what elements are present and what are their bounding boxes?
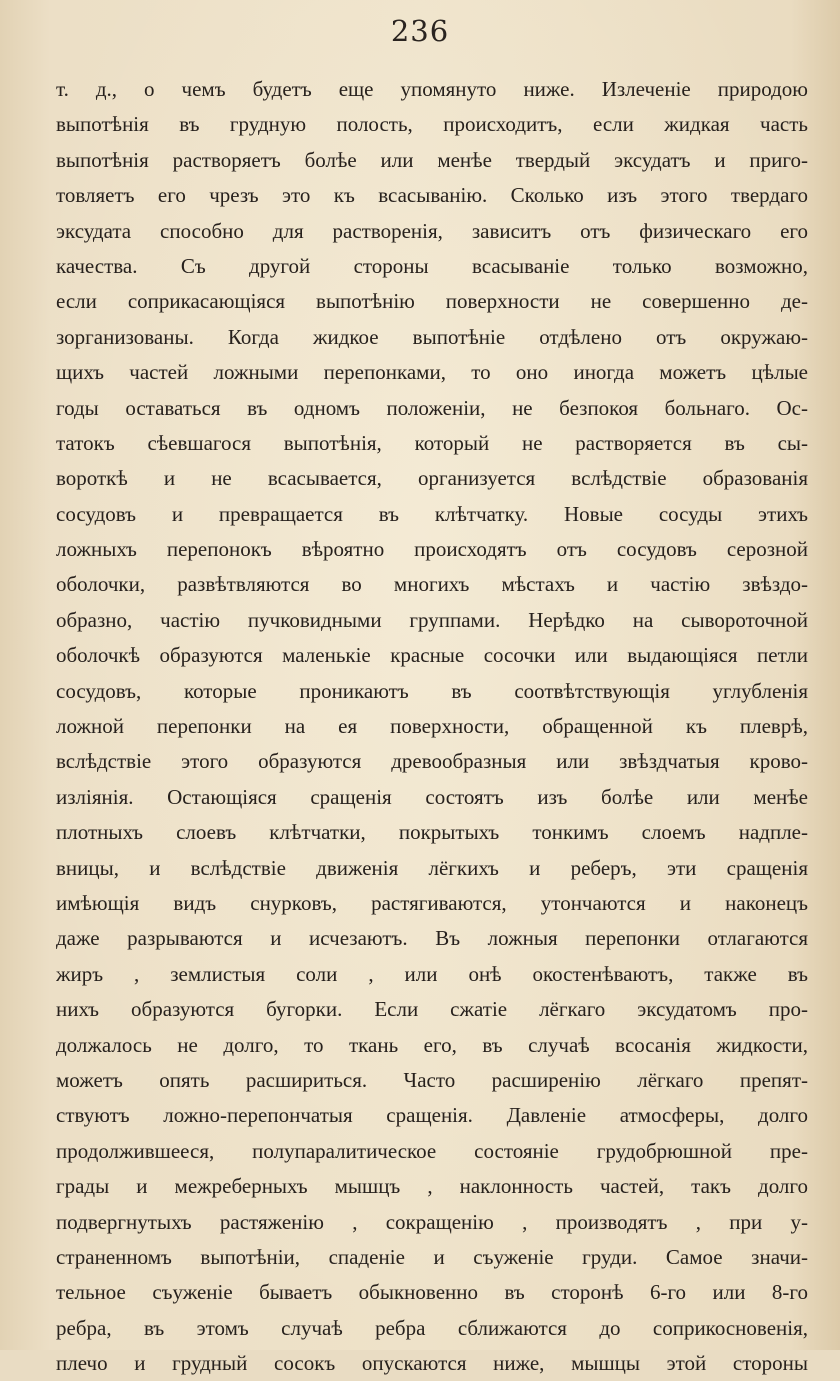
body-text <box>56 72 808 1381</box>
text-line: ложной перепонки на ея поверхности, обращенной къ плеврѣ, <box>56 714 808 739</box>
text-line: товляетъ его чрезъ это къ всасыванію. Сколько изъ этого твердаго <box>56 183 808 208</box>
text-line: оболочки, развѣтвляются во многихъ мѣстахъ и частію звѣздо- <box>56 572 808 597</box>
text-line: жиръ , землистыя соли , или онѣ окостенѣваютъ, также въ <box>56 961 808 986</box>
text-line: эксудата способно для растворенія, зависитъ отъ физическаго его <box>56 218 808 243</box>
text-line: зорганизованы. Когда жидкое выпотѣніе отдѣлено отъ окружаю- <box>56 324 808 349</box>
text-line: плечо и грудный сосокъ опускаются ниже, мышцы этой стороны <box>56 1351 808 1376</box>
text-line: нихъ образуются бугорки. Если сжатіе лёгкаго эксудатомъ про- <box>56 997 808 1022</box>
text-line: качества. Съ другой стороны всасываніе только возможно, <box>56 253 808 278</box>
text-line: сосудовъ, которые проникаютъ въ соотвѣтствующія углубленія <box>56 678 808 703</box>
text-line: годы оставаться въ одномъ положеніи, не безпокоя больнаго. Ос- <box>56 395 808 420</box>
text-line: грады и межреберныхъ мышцъ , наклонность частей, такъ долго <box>56 1174 808 1199</box>
text-line: выпотѣнія въ грудную полость, происходитъ, если жидкая часть <box>56 112 808 137</box>
text-line: страненномъ выпотѣніи, спаденіе и съуженіе груди. Самое значи- <box>56 1244 808 1269</box>
text-line: можетъ опять расшириться. Часто расширенію лёгкаго препят- <box>56 1067 808 1092</box>
text-line: вслѣдствіе этого образуются древообразныя или звѣздчатыя крово- <box>56 749 808 774</box>
text-line: сосудовъ и превращается въ клѣтчатку. Новые сосуды этихъ <box>56 501 808 526</box>
text-line: оболочкѣ образуются маленькіе красные сосочки или выдающіяся петли <box>56 643 808 668</box>
text-line: образно, частію пучковидными группами. Нерѣдко на сывороточной <box>56 607 808 632</box>
text-line: тельное съуженіе бываетъ обыкновенно въ сторонѣ 6-го или 8-го <box>56 1280 808 1305</box>
text-line: вороткѣ и не всасывается, организуется вслѣдствіе образованія <box>56 466 808 491</box>
text-line: подвергнутыхъ растяженію , сокращенію , производятъ , при у- <box>56 1209 808 1234</box>
text-line: имѣющія видъ снурковъ, растягиваются, утончаются и наконецъ <box>56 890 808 915</box>
text-line: выпотѣнія растворяетъ болѣе или менѣе твердый эксудатъ и приго- <box>56 147 808 172</box>
text-line: продолжившееся, полупаралитическое состояніе грудобрюшной пре- <box>56 1138 808 1163</box>
text-line: плотныхъ слоевъ клѣтчатки, покрытыхъ тонкимъ слоемъ надпле- <box>56 820 808 845</box>
text-line: ребра, въ этомъ случаѣ ребра сближаются до соприкосновенія, <box>56 1315 808 1340</box>
text-line: татокъ сѣевшагося выпотѣнія, который не растворяется въ сы- <box>56 430 808 455</box>
text-line: ложныхъ перепонокъ вѣроятно происходятъ отъ сосудовъ серозной <box>56 537 808 562</box>
text-line: должалось не долго, то ткань его, въ случаѣ всосанія жидкости, <box>56 1032 808 1057</box>
text-line: щихъ частей ложными перепонками, то оно иногда можетъ цѣлые <box>56 360 808 385</box>
text-line: т. д., о чемъ будетъ еще упомянуто ниже. Излеченіе природою <box>56 77 808 101</box>
text-line: ствуютъ ложно-перепончатыя сращенія. Давленіе атмосферы, долго <box>56 1103 808 1128</box>
text-line: вницы, и вслѣдствіе движенія лёгкихъ и реберъ, эти сращенія <box>56 855 808 880</box>
page-number: 236 <box>390 14 450 48</box>
text-line: изліянія. Остающіяся сращенія состоятъ изъ болѣе или менѣе <box>56 784 808 809</box>
text-line: даже разрываются и исчезаютъ. Въ ложныя перепонки отлагаются <box>56 926 808 951</box>
text-line: если соприкасающіяся выпотѣнію поверхности не совершенно де- <box>56 289 808 314</box>
